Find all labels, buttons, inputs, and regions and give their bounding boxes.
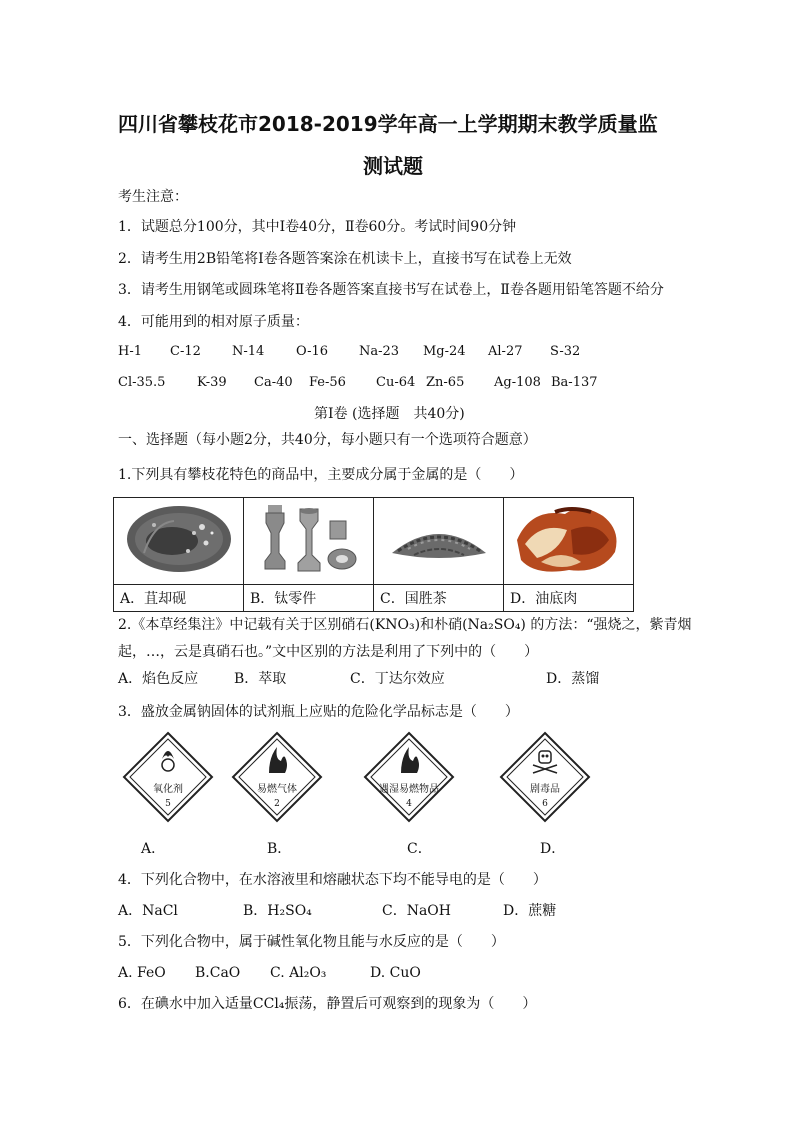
hazard-number: 4: [406, 799, 412, 809]
hazard-sign-dangerous-when-wet: [363, 731, 455, 823]
notes-heading: 考生注意：: [118, 189, 188, 205]
q2-option-b: B．萃取: [234, 671, 287, 687]
q3-option-b: B．: [267, 841, 292, 857]
hazard-number: 2: [274, 799, 280, 809]
mass-item: Ba-137: [551, 375, 598, 390]
q1-options-table: [113, 497, 634, 612]
mass-item: K-39: [197, 375, 227, 390]
note-3: 3．请考生用钢笔或圆珠笔将Ⅱ卷各题答案直接书写在试卷上，Ⅱ卷各题用铅笔答题不给分: [118, 282, 664, 298]
q3-option-d: D．: [540, 841, 566, 857]
hazard-number: 6: [542, 799, 548, 809]
q1-option-c: C．国胜茶: [374, 585, 504, 612]
q1-image-tea: [374, 498, 504, 585]
q1-image-titanium-parts: [244, 498, 374, 585]
q1-stem: 1.下列具有攀枝花特色的商品中，主要成分属于金属的是（ ）: [118, 467, 524, 483]
section-heading: 第Ⅰ卷 (选择题 共40分): [314, 406, 465, 422]
q3-option-a: A．: [141, 841, 166, 857]
mass-item: N-14: [232, 344, 265, 359]
q1-option-a: A．苴却砚: [114, 585, 244, 612]
hazard-label: 氧化剂: [153, 784, 183, 795]
q5-option-b: B.CaO: [195, 965, 241, 981]
q1-option-d: D．油底肉: [504, 585, 634, 612]
q4-option-a: A．NaCl: [118, 903, 178, 919]
hazard-sign-flammable-gas: [231, 731, 323, 823]
hazard-sign-toxic: [499, 731, 591, 823]
q2-option-c: C．丁达尔效应: [350, 671, 445, 687]
q4-stem: 4．下列化合物中，在水溶液里和熔融状态下均不能导电的是（ ）: [118, 872, 547, 888]
q5-option-d: D. CuO: [370, 965, 421, 981]
mass-item: Na-23: [359, 344, 400, 359]
title-line-1: 四川省攀枝花市2018-2019学年高一上学期期末教学质量监: [118, 112, 658, 136]
title-line-2: 测试题: [363, 154, 423, 178]
note-4: 4．可能用到的相对原子质量：: [118, 314, 309, 330]
q5-option-c: C. Al₂O₃: [270, 965, 327, 981]
hazard-label: 易燃气体: [257, 784, 297, 795]
mass-item: Zn-65: [426, 375, 465, 390]
mass-item: C-12: [170, 344, 201, 359]
mass-item: Ag-108: [494, 375, 541, 390]
q3-stem: 3．盛放金属钠固体的试剂瓶上应贴的危险化学品标志是（ ）: [118, 704, 519, 720]
q2-option-d: D．蒸馏: [546, 671, 600, 687]
q5-option-a: A. FeO: [118, 965, 166, 981]
mass-item: Fe-56: [309, 375, 346, 390]
note-2: 2．请考生用2B铅笔将Ⅰ卷各题答案涂在机读卡上，直接书写在试卷上无效: [118, 251, 572, 267]
q2-line-1: 2.《本草经集注》中记载有关于区别硝石(KNO₃)和朴硝(Na₂SO₄) 的方法：“强烧之，紫青烟: [118, 617, 692, 633]
q1-option-b: B．钛零件: [244, 585, 374, 612]
mass-item: H-1: [118, 344, 143, 359]
q3-option-c: C．: [407, 841, 432, 857]
mass-item: O-16: [296, 344, 329, 359]
hazard-sign-oxidizer: [122, 731, 214, 823]
q5-stem: 5．下列化合物中，属于碱性氧化物且能与水反应的是（ ）: [118, 934, 505, 950]
q1-image-inkstone: [114, 498, 244, 585]
mass-item: Cu-64: [376, 375, 416, 390]
q4-option-b: B．H₂SO₄: [243, 903, 312, 919]
mass-item: Al-27: [488, 344, 523, 359]
q4-option-c: C．NaOH: [382, 903, 451, 919]
q4-option-d: D．蔗糖: [503, 903, 557, 919]
q2-option-a: A．焰色反应: [118, 671, 199, 687]
mass-item: Cl-35.5: [118, 375, 166, 390]
mass-item: S-32: [550, 344, 581, 359]
note-1: 1．试题总分100分，其中Ⅰ卷40分，Ⅱ卷60分。考试时间90分钟: [118, 219, 517, 235]
part-heading: 一、选择题（每小题2分，共40分，每小题只有一个选项符合题意）: [118, 432, 537, 448]
mass-item: Ca-40: [254, 375, 293, 390]
q6-stem: 6．在碘水中加入适量CCl₄振荡，静置后可观察到的现象为（ ）: [118, 996, 537, 1012]
q1-image-preserved-pork: [504, 498, 634, 585]
q2-line-2: 起，…，云是真硝石也。”文中区别的方法是利用了下列中的（ ）: [118, 644, 539, 660]
hazard-label: 剧毒品: [530, 784, 560, 795]
mass-item: Mg-24: [423, 344, 466, 359]
hazard-label: 遇湿易燃物品: [379, 784, 439, 795]
hazard-number: 5: [165, 799, 171, 809]
